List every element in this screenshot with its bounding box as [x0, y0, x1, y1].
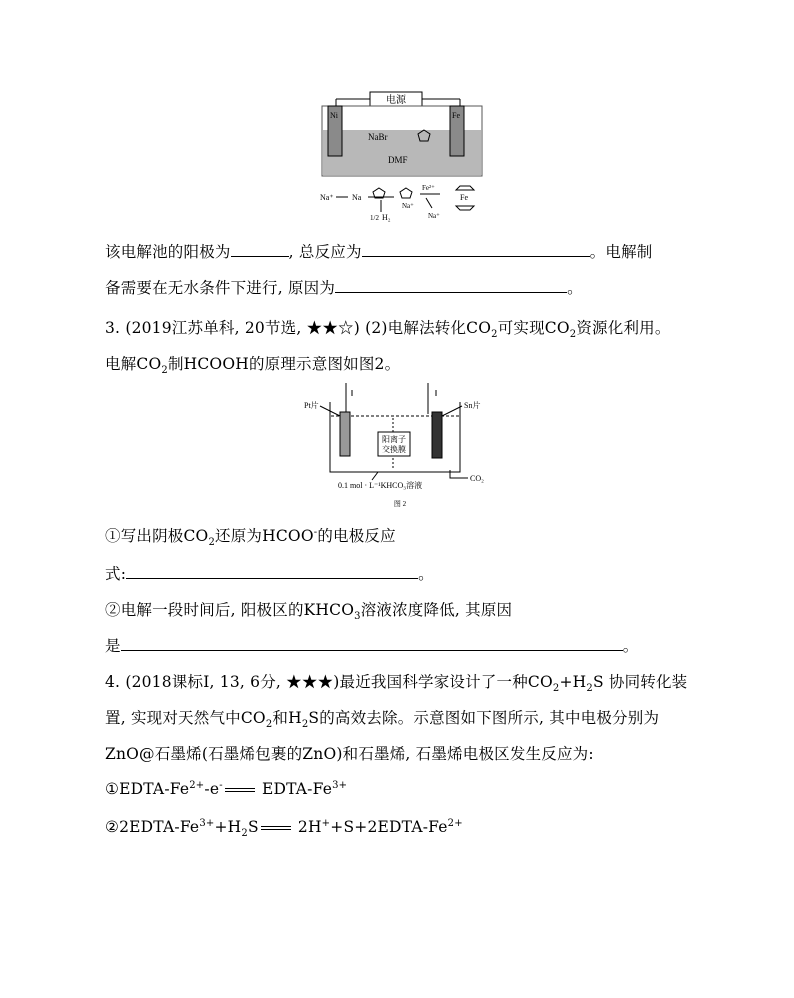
r1-sup2: -	[219, 779, 223, 791]
q3-sub1-c: 的电极反应	[317, 527, 396, 545]
electrolysis-figure-2	[300, 380, 500, 512]
q3-sub2-b: 溶液浓度降低, 其原因	[360, 601, 513, 619]
cyclopentadienyl-anion-icon	[400, 188, 412, 198]
q4-reaction-2	[105, 817, 463, 840]
r2-d: 2H	[292, 818, 322, 836]
q3-sub1-b: 还原为HCOO	[215, 527, 314, 545]
q3-line-2	[105, 352, 401, 377]
eq-half: 1/2	[370, 214, 379, 222]
cathode-equation-blank[interactable]	[126, 562, 418, 579]
eq-na-plus-3: Na⁺	[428, 212, 440, 220]
q3-sub1-sub: 2	[208, 537, 216, 549]
q4-line-3	[105, 742, 594, 764]
anode-answer-blank[interactable]	[231, 240, 289, 257]
q3-sub: 2	[491, 329, 498, 341]
r1-c: EDTA-Fe	[256, 780, 333, 798]
q4-reaction-1	[105, 780, 347, 798]
q4-l1-sub2: 2	[586, 683, 593, 695]
q4-l2-c: S的高效去除。示意图如下图所示, 其中电极分别为	[308, 709, 660, 727]
q2-text-period: 。	[567, 279, 583, 297]
q3-sub1-line-2	[105, 562, 434, 584]
co2-label: CO₂	[470, 474, 484, 483]
q3-l2-b: 制HCOOH的原理示意图如图2。	[167, 355, 401, 373]
pt-label: Pt片	[304, 401, 319, 410]
r1-sup: 2+	[189, 779, 205, 791]
r2-sup: 3+	[199, 817, 215, 829]
ferrocene-bottom-icon	[456, 206, 474, 210]
eq-na-plus-2: Na⁺	[402, 202, 414, 210]
q4-l1-a: 4. (2018课标Ⅰ, 13, 6分, ★★★)最近我国科学家设计了一种CO	[105, 673, 553, 691]
q3-sub2-l2-a: 是	[105, 637, 121, 655]
q4-l2-sub2: 2	[301, 719, 309, 731]
q4-l1-sub: 2	[552, 683, 560, 695]
power-label: 电源	[386, 95, 406, 106]
overall-reaction-blank[interactable]	[362, 240, 590, 257]
q3-sub2-l2-b: 。	[622, 637, 639, 655]
q2-text-end: 。电解制	[589, 243, 653, 261]
q3-sub1-l2-a: 式:	[105, 565, 127, 583]
membrane-label-1: 阳离子	[382, 435, 406, 444]
equals-sign-icon-2	[261, 826, 291, 830]
r2-sup3: 2+	[447, 817, 463, 829]
r2-a: ②2EDTA-Fe	[105, 818, 200, 836]
q4-l2-sub: 2	[265, 719, 273, 731]
q3-sub1-l2-b: 。	[418, 565, 434, 583]
anode-reason-blank[interactable]	[121, 634, 623, 651]
q2-line-2	[105, 276, 583, 298]
q3-sub2-sub: 3	[354, 611, 361, 623]
q2-text-reason: 备需要在无水条件下进行, 原因为	[105, 279, 336, 297]
q3-sub2-line-2	[105, 634, 638, 656]
q4-l1-b: +H	[559, 673, 587, 691]
r2-b: +H	[214, 818, 242, 836]
q4-line-1	[105, 670, 688, 695]
membrane-label-2: 交换膜	[382, 445, 406, 454]
q3-sub2: 2	[569, 329, 577, 341]
q3-sub1-line-1	[105, 524, 396, 549]
r2-c: S	[247, 818, 259, 836]
q4-line-2	[105, 706, 660, 731]
r1-b: -e	[204, 780, 220, 798]
electrolysis-figure-1	[318, 88, 488, 230]
q4-l1-c: S 协同转化装	[592, 673, 688, 691]
r2-e: +S+2EDTA-Fe	[330, 818, 448, 836]
q3-sub2-line-1	[105, 598, 513, 623]
fe-label: Fe	[452, 111, 460, 120]
r1-sup3: 3+	[332, 779, 348, 791]
q4-l2-a: 置, 实现对天然气中CO	[105, 709, 266, 727]
q3-intro-b: 可实现CO	[497, 319, 570, 337]
r2-sub: 2	[241, 828, 248, 840]
q3-line-1	[105, 316, 671, 341]
q2-text-overall: , 总反应为	[288, 243, 362, 261]
ferrocene-top-icon	[456, 186, 474, 190]
equals-sign-icon	[225, 788, 255, 792]
dmf-label: DMF	[388, 155, 408, 165]
q3-sub1-a: ①写出阴极CO	[105, 527, 209, 545]
eq-fe2: Fe²⁺	[422, 184, 435, 192]
eq-na-plus: Na⁺	[320, 193, 334, 202]
q2-text-anode: 该电解池的阳极为	[105, 243, 231, 261]
q3-intro: 3. (2019江苏单科, 20节选, ★★☆) (2)电解法转化CO	[105, 319, 492, 337]
q3-l2-sub: 2	[161, 365, 168, 377]
sn-label: Sn片	[464, 401, 481, 410]
figure-caption: 图 2	[393, 500, 407, 508]
q3-intro-c: 资源化利用。	[576, 319, 671, 337]
eq-na: Na	[352, 193, 362, 202]
q3-sub2-a: ②电解一段时间后, 阳极区的KHCO	[105, 601, 355, 619]
q4-l2-b: 和H	[272, 709, 302, 727]
q3-l2-a: 电解CO	[105, 355, 162, 373]
reason-answer-blank[interactable]	[335, 276, 567, 293]
nabr-label: NaBr	[368, 132, 388, 142]
q4-l3: ZnO@石墨烯(石墨烯包裹的ZnO)和石墨烯, 石墨烯电极区发生反应为:	[105, 745, 594, 763]
q3-sub1-sup: -	[313, 526, 318, 538]
r1-a: ①EDTA-Fe	[105, 780, 190, 798]
eq-h2: H₂	[382, 213, 391, 222]
r2-sup2: +	[321, 817, 331, 829]
ni-label: Ni	[330, 111, 338, 120]
eq-fe: Fe	[460, 193, 468, 202]
q2-line-1	[105, 240, 652, 262]
solution-label: 0.1 mol · L⁻¹KHCO₃溶液	[338, 481, 423, 490]
